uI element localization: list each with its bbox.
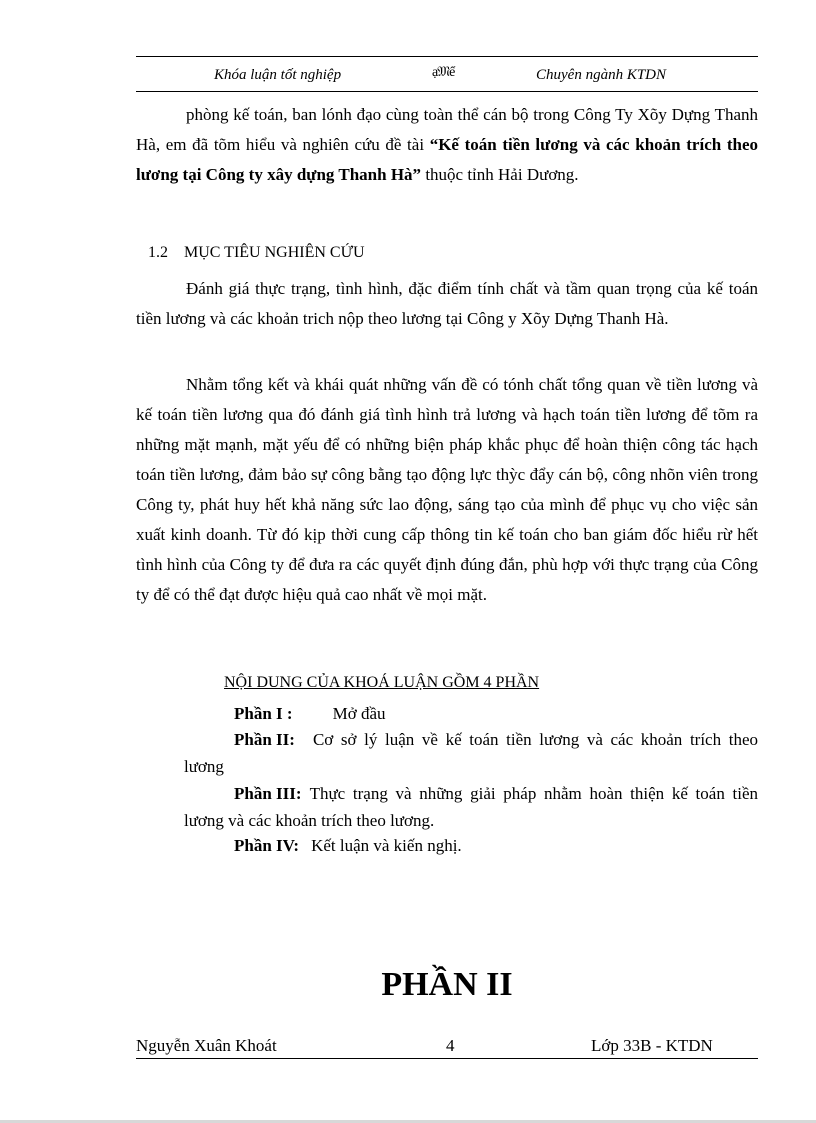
part-title: PHẦN II [381,966,513,1003]
footer-author: Nguyễn Xuân Khoát [136,1036,277,1055]
part-label: Phần II: [234,730,295,749]
header-left-text: Khóa luận tốt nghiệp [214,67,342,83]
part-line-3 [184,780,758,834]
part-text: Thực trạng và những giải pháp nhằm hoàn thiện kế toán tiền lương và các khoản trích theo lương. [184,784,758,830]
intro-end-text: thuộc tỉnh Hải Dương. [421,165,579,184]
part-label: Phần IV: [234,836,300,855]
part-line-4 [184,832,758,859]
page-header [136,56,758,92]
purpose-paragraph: Nhằm tổng kết và khái quát những vấn đề có tónh chất tổng quan về tiền lương và kế toán tiền lương qua đó đánh giá tình hình trả lương và hạch toán tiền lương để tõm ra những mặt mạnh, mặt yếu để có những biện pháp khắc phục để hoàn thiện công tác hạch toán tiền lương, đảm bảo sự công bằng tạo động lực thỳc đẩy cán bộ, công nhõn viên trong Công ty, phát huy hết khả năng sức lao động, sáng tạo của mình để phục vụ cho việc sản xuất kinh doanh. Từ đó kịp thời cung cấp thông tin kế toán cho ban giám đốc hiểu rừ hết tình hình của Công ty để đưa ra các quyết định đúng đắn, phù hợp với thực trạng của Công ty để có thể đạt được hiệu quả cao nhất về mọi mặt. [136,375,758,604]
page-footer [136,1034,758,1059]
part-label: Phần I : [234,704,293,723]
footer-class: Lớp 33B - KTDN [591,1036,713,1055]
intro-text: phòng kế toán, ban lónh đạo cùng toàn thể cán bộ trong Công Ty Xõy Dựng Thanh Hà, em đã tõm hiểu và nghiên cứu đề tài [136,105,758,154]
contents-title: NỘI DUNG CỦA KHOÁ LUẬN GỒM 4 PHẦN [224,674,540,691]
section-number: 1.2 [148,244,168,261]
part-text: Kết luận và kiến nghị. [311,836,462,855]
thesis-topic: “Kế toán tiền lương và các khoản trích theo lương tại Công ty xây dựng Thanh Hà” [136,135,758,184]
part-text: Mở đầu [332,704,386,723]
section-title: MỤC TIÊU NGHIÊN CỨU [184,244,365,261]
section-heading [148,244,365,262]
part-label: Phần III: [234,784,302,803]
header-right-text: Chuyên ngành KTDN [536,67,667,83]
page-number: 4 [446,1036,455,1055]
intro-paragraph [136,100,758,190]
part-line-2 [184,726,758,780]
objective-paragraph: Đánh giá thực trạng, tình hình, đặc điểm tính chất và tầm quan trọng của kế toán tiền lương và các khoản trich nộp theo lương tại Công y Xõy Dựng Thanh Hà. [136,279,758,328]
part-text: Cơ sở lý luận về kế toán tiền lương và các khoản trích theo lương [184,730,758,776]
part-line-1 [184,700,758,727]
header-ornament: ạ𝔐ể [432,65,455,80]
